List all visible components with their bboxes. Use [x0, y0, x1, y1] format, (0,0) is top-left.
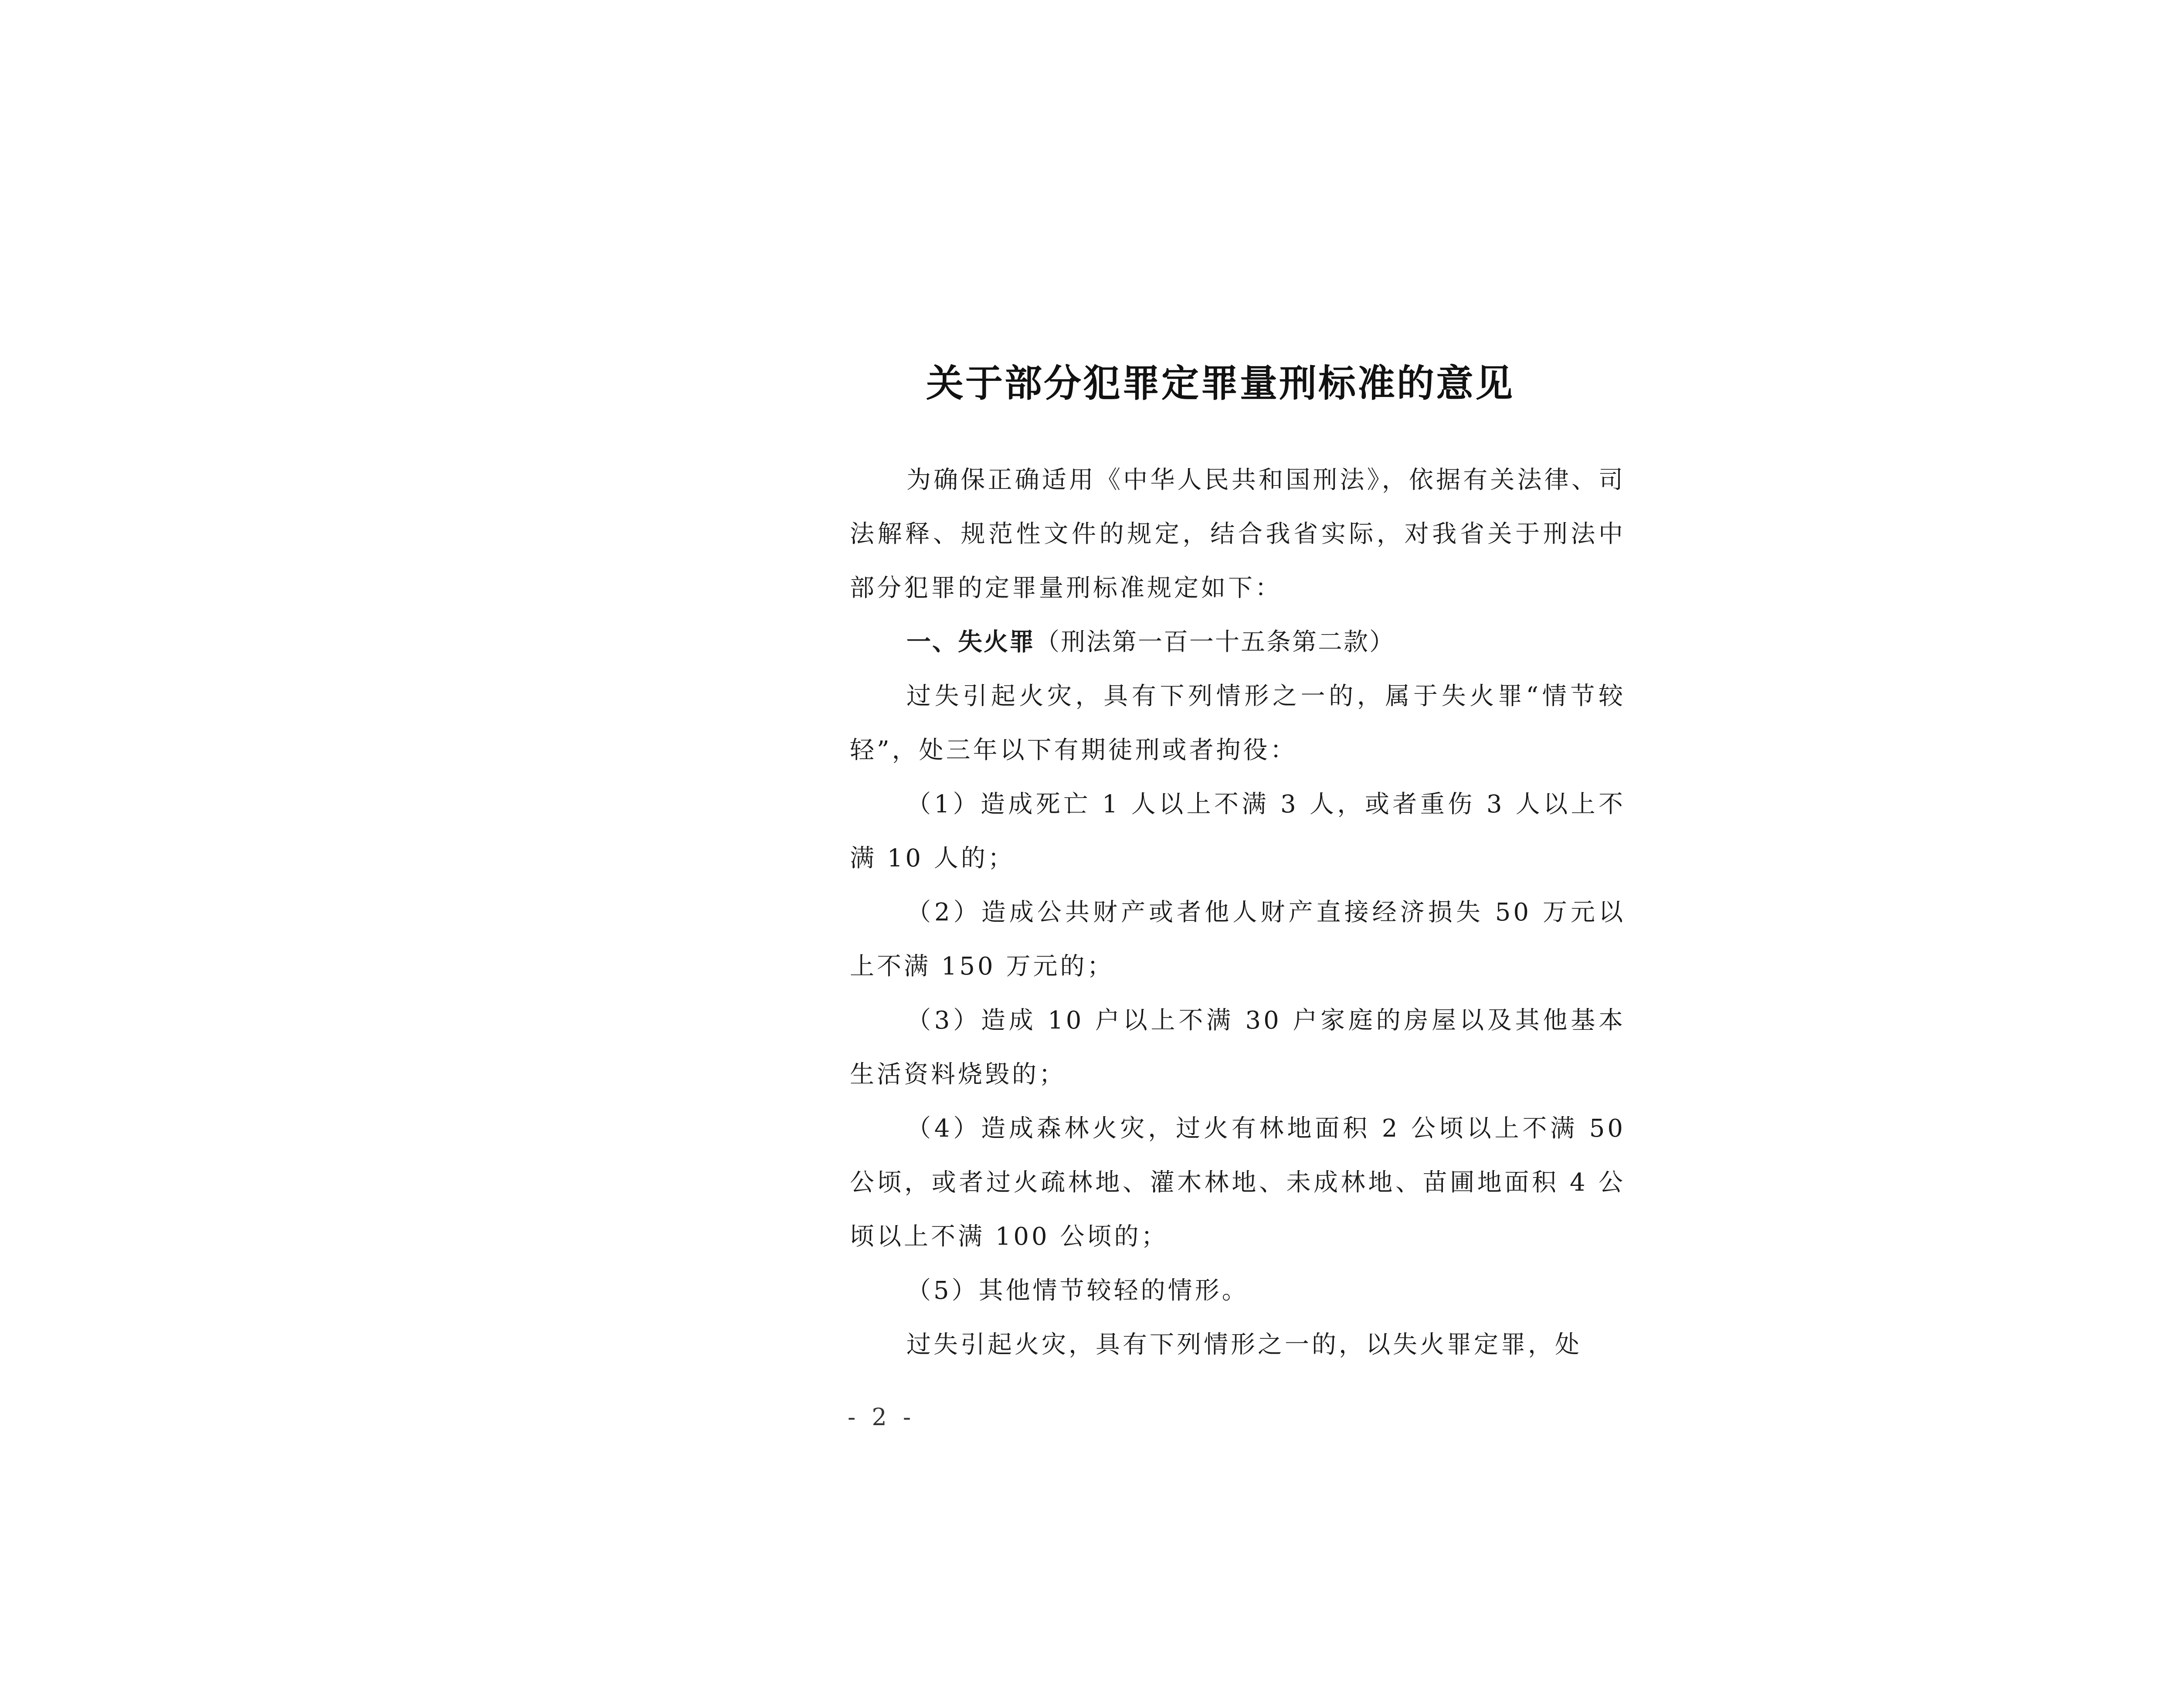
section-lead-paragraph: 过失引起火灾，具有下列情形之一的，属于失火罪“情节较轻”，处三年以下有期徒刑或者拘役：: [850, 682, 1626, 764]
list-item: （2）造成公共财产或者他人财产直接经济损失 50 万元以上不满 150 万元的；: [850, 898, 1626, 981]
list-item: （5）其他情节较轻的情形。: [906, 1277, 1249, 1305]
section-heading-reference: （刑法第一百一十五条第二款）: [1035, 628, 1395, 656]
list-item: （1）造成死亡 1 人以上不满 3 人，或者重伤 3 人以上不满 10 人的；: [850, 790, 1626, 873]
section-heading: [850, 615, 1626, 669]
continuation-paragraph: 过失引起火灾，具有下列情形之一的，以失火罪定罪，处: [906, 1331, 1582, 1359]
section-heading-title: 一、失火罪: [906, 628, 1035, 656]
list-item: （3）造成 10 户以上不满 30 户家庭的房屋以及其他基本生活资料烧毁的；: [850, 1006, 1626, 1089]
intro-paragraph: 为确保正确适用《中华人民共和国刑法》，依据有关法律、司法解释、规范性文件的规定，结合我省实际，对我省关于刑法中部分犯罪的定罪量刑标准规定如下：: [850, 466, 1626, 602]
document-body: [850, 453, 1626, 1372]
list-item: （4）造成森林火灾，过火有林地面积 2 公顷以上不满 50 公顷，或者过火疏林地、灌木林地、未成林地、苗圃地面积 4 公顷以上不满 100 公顷的；: [850, 1114, 1626, 1251]
document-title: 关于部分犯罪定罪量刑标准的意见: [926, 362, 1514, 405]
page-number: - 2 -: [848, 1403, 916, 1431]
